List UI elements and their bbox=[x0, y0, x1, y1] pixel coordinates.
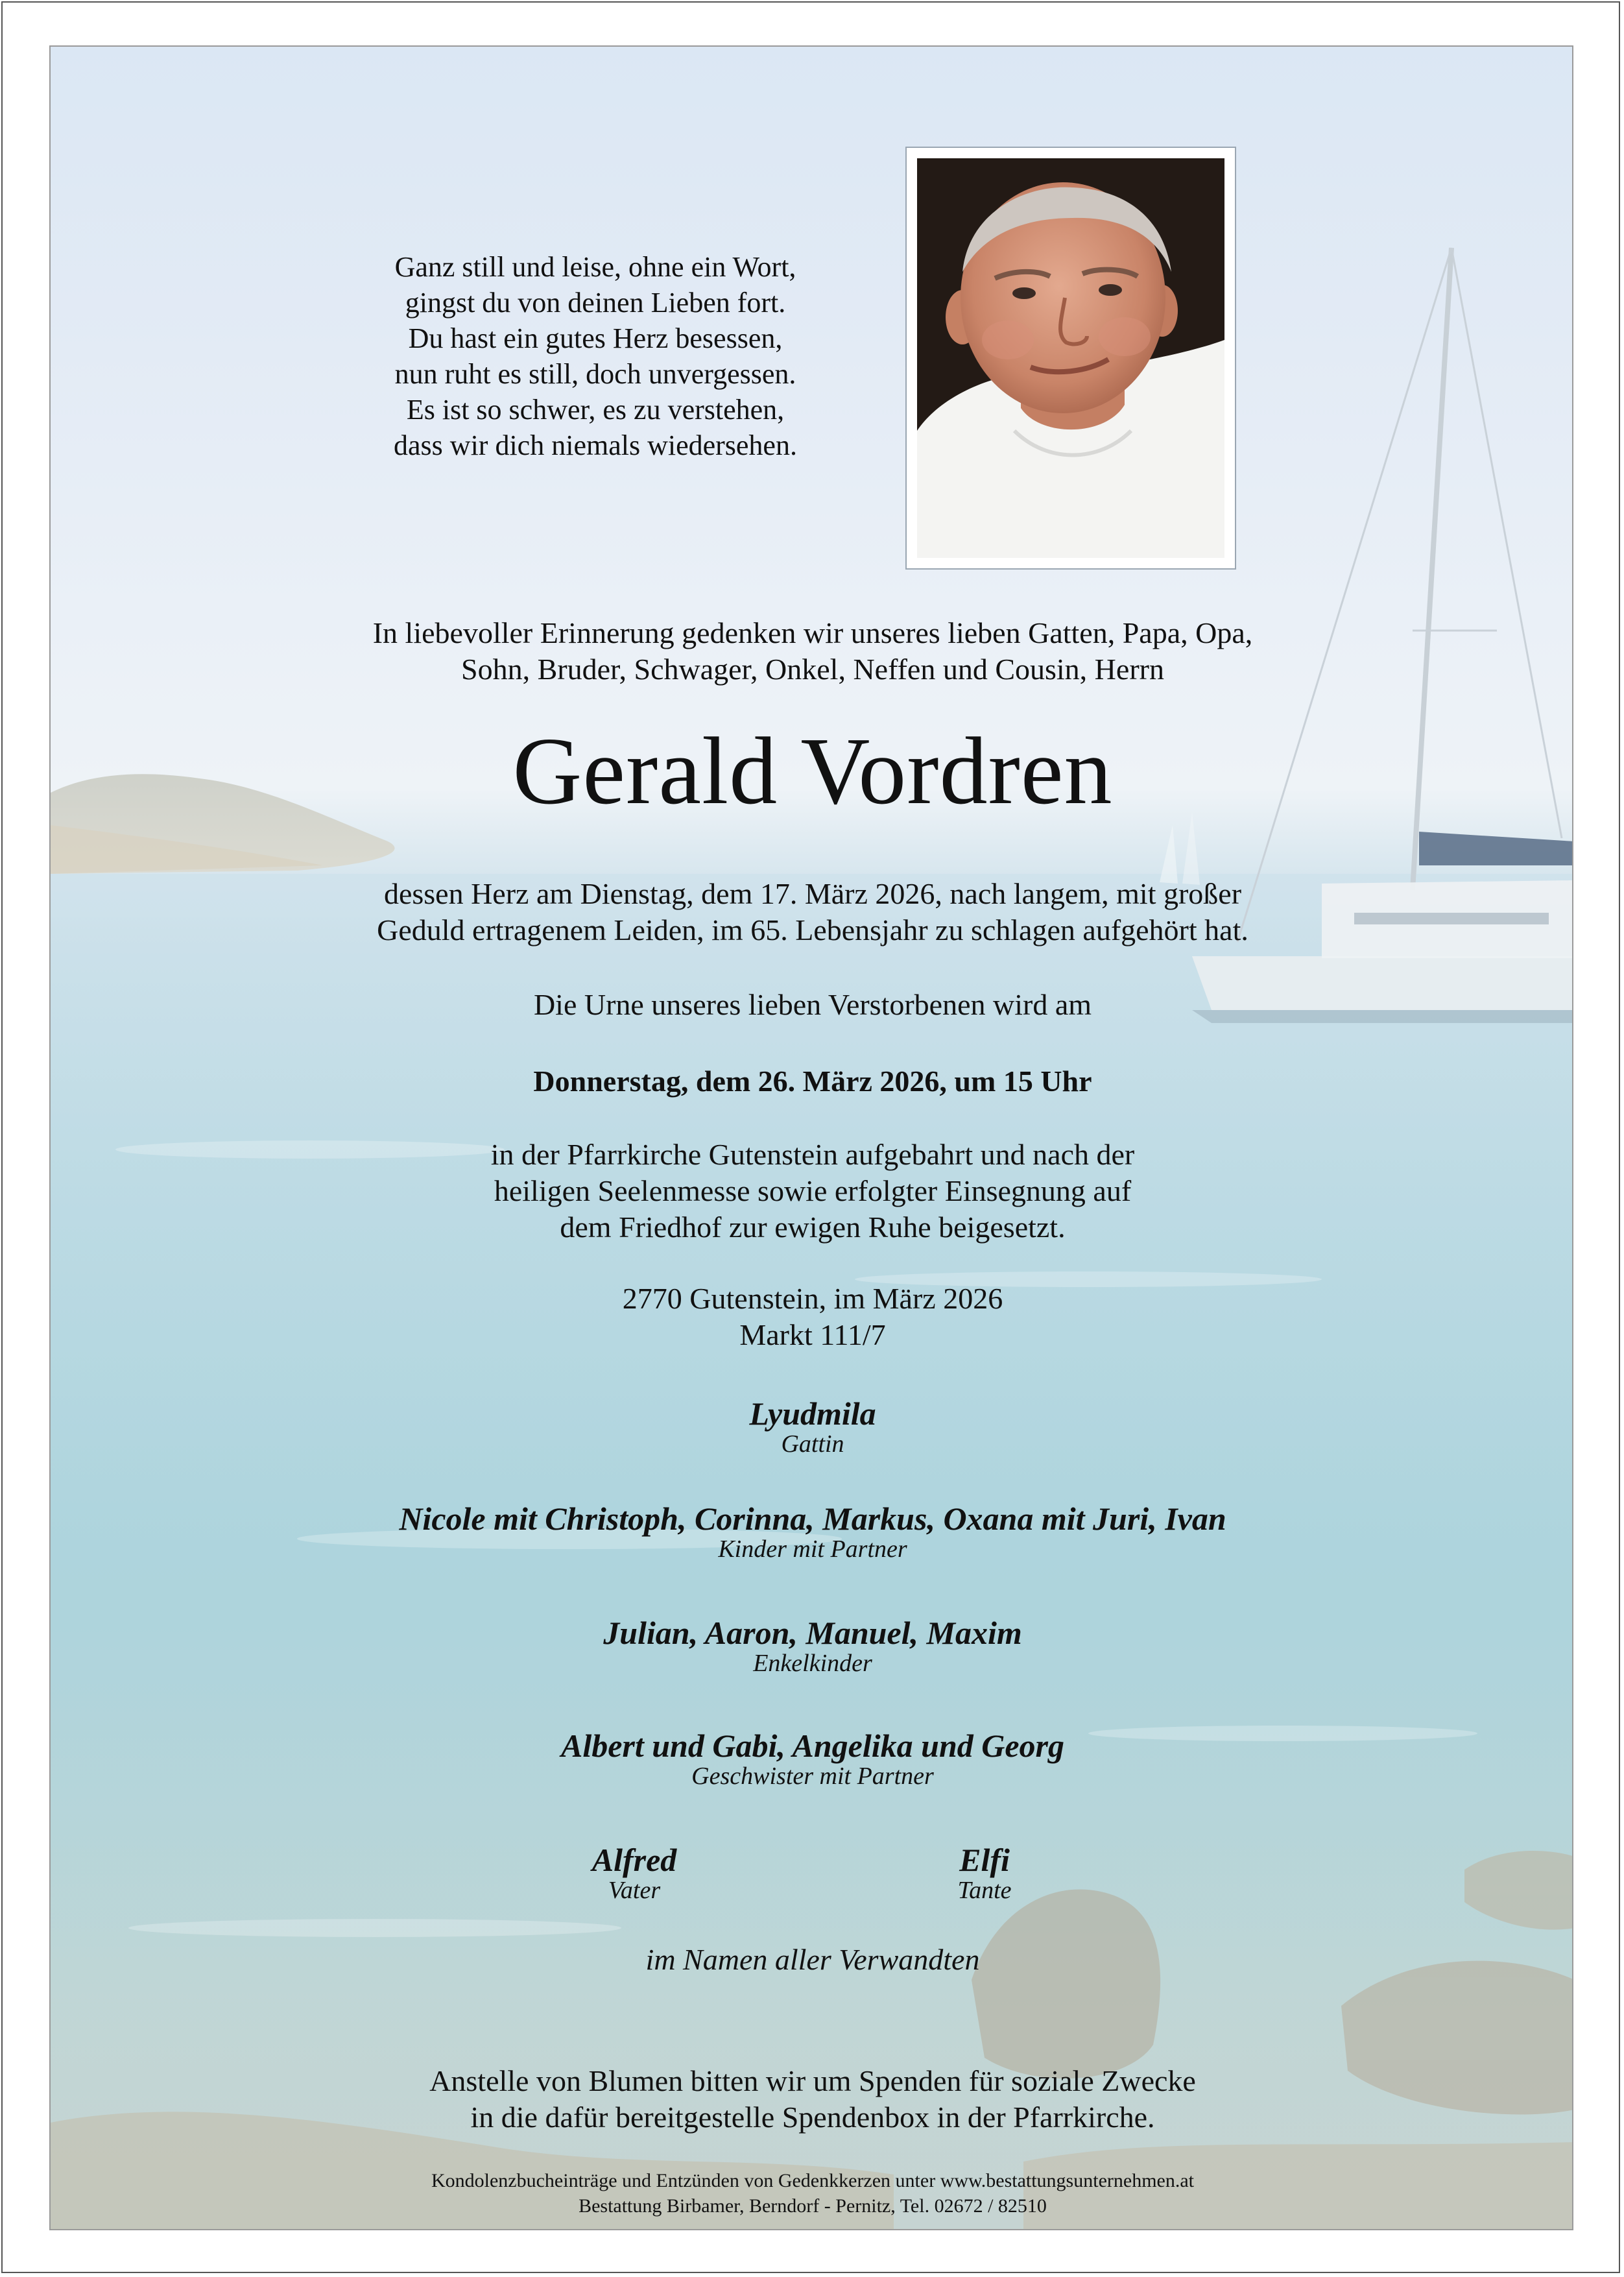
family-role: Geschwister mit Partner bbox=[691, 1763, 934, 1790]
funeral-home-footer bbox=[51, 2168, 1573, 2219]
donation-request bbox=[51, 2063, 1573, 2136]
family-names: Lyudmila bbox=[749, 1395, 876, 1432]
family-names: Nicole mit Christoph, Corinna, Markus, Oxana mit Juri, Ivan bbox=[399, 1500, 1226, 1537]
death-line: Geduld ertragenem Leiden, im 65. Lebensjahr zu schlagen aufgehört hat. bbox=[377, 913, 1248, 947]
death-notice bbox=[51, 876, 1573, 948]
ceremony-place bbox=[51, 1137, 1573, 1246]
portrait-photo bbox=[917, 158, 1224, 558]
poem-line: dass wir dich niemals wiedersehen. bbox=[394, 429, 797, 461]
family-role: Tante bbox=[957, 1877, 1012, 1904]
intro-line: In liebevoller Erinnerung gedenken wir unseres lieben Gatten, Papa, Opa, bbox=[372, 616, 1253, 649]
address-line: 2770 Gutenstein, im März 2026 bbox=[622, 1282, 1003, 1315]
background-panel bbox=[49, 45, 1573, 2230]
family-names: Julian, Aaron, Manuel, Maxim bbox=[603, 1615, 1022, 1651]
place-line: dem Friedhof zur ewigen Ruhe beigesetzt. bbox=[560, 1211, 1066, 1244]
intro-text bbox=[51, 615, 1573, 688]
portrait-frame bbox=[905, 147, 1236, 570]
family-names: Alfred bbox=[591, 1842, 677, 1878]
place-line: heiligen Seelenmesse sowie erfolgter Einsegnung auf bbox=[494, 1174, 1132, 1208]
family-group-siblings bbox=[51, 1728, 1573, 1790]
obituary-sheet bbox=[1, 1, 1620, 2273]
donation-line: Anstelle von Blumen bitten wir um Spenden für soziale Zwecke bbox=[429, 2064, 1196, 2097]
poem-line: Ganz still und leise, ohne ein Wort, bbox=[394, 251, 796, 283]
family-group-spouse bbox=[51, 1396, 1573, 1458]
family-names: Elfi bbox=[959, 1842, 1010, 1878]
intro-line: Sohn, Bruder, Schwager, Onkel, Neffen und Cousin, Herrn bbox=[461, 653, 1164, 686]
family-role: Gattin bbox=[781, 1430, 844, 1458]
donation-line: in die dafür bereitgestelle Spendenbox in der Pfarrkirche. bbox=[470, 2101, 1155, 2134]
family-role: Enkelkinder bbox=[753, 1650, 872, 1677]
poem-line: nun ruht es still, doch unvergessen. bbox=[394, 358, 796, 390]
memorial-poem bbox=[252, 249, 939, 463]
relatives-note: im Namen aller Verwandten bbox=[645, 1943, 980, 1976]
family-group-children bbox=[51, 1501, 1573, 1563]
ceremony-date: Donnerstag, dem 26. März 2026, um 15 Uhr bbox=[533, 1065, 1092, 1098]
family-role: Vater bbox=[608, 1877, 661, 1904]
family-names: Albert und Gabi, Angelika und Georg bbox=[560, 1728, 1065, 1764]
footer-line: Kondolenzbucheinträge und Entzünden von Gedenkkerzen unter www.bestattungsunternehmen.at bbox=[431, 2170, 1194, 2191]
poem-line: Es ist so schwer, es zu verstehen, bbox=[406, 394, 785, 426]
deceased-name: Gerald Vordren bbox=[512, 718, 1113, 825]
poem-line: gingst du von deinen Lieben fort. bbox=[405, 287, 786, 319]
footer-line: Bestattung Birbamer, Berndorf - Pernitz, Tel. 02672 / 82510 bbox=[579, 2195, 1047, 2217]
death-line: dessen Herz am Dienstag, dem 17. März 2026, nach langem, mit großer bbox=[383, 877, 1242, 910]
family-group-aunt bbox=[855, 1842, 1114, 1904]
family-group-grandchildren bbox=[51, 1615, 1573, 1677]
address-block bbox=[51, 1281, 1573, 1353]
address-line: Markt 111/7 bbox=[739, 1318, 886, 1352]
family-role: Kinder mit Partner bbox=[718, 1536, 907, 1563]
urn-text: Die Urne unseres lieben Verstorbenen wird am bbox=[533, 988, 1092, 1021]
portrait-photo-image bbox=[917, 158, 1224, 558]
place-line: in der Pfarrkirche Gutenstein aufgebahrt und nach der bbox=[490, 1138, 1135, 1171]
family-group-father bbox=[505, 1842, 764, 1904]
poem-line: Du hast ein gutes Herz besessen, bbox=[408, 322, 783, 354]
